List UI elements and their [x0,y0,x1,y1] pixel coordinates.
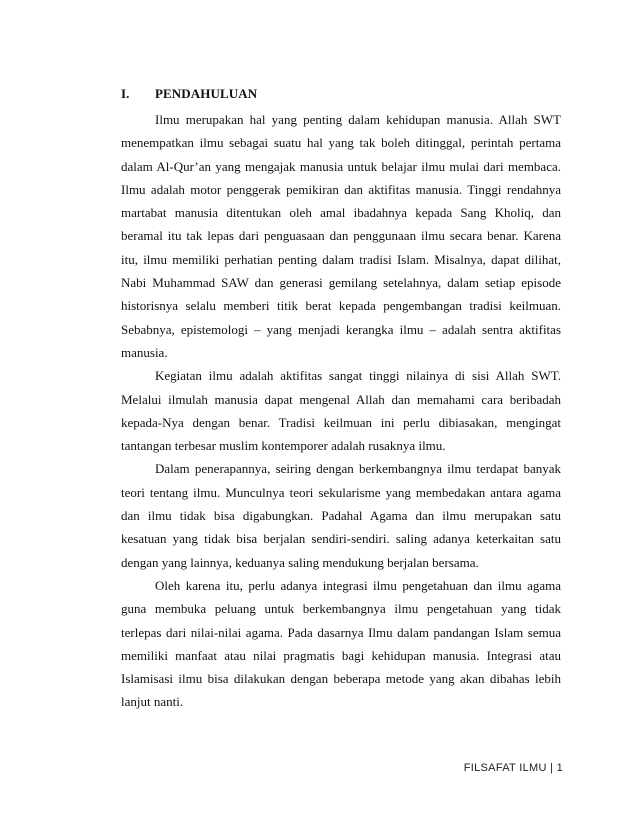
paragraph: Kegiatan ilmu adalah aktifitas sangat tinggi nilainya di sisi Allah SWT. Melalui ilmulah manusia dapat mengenal Allah dan memahami cara beribadah kepada-Nya dengan benar. Tradisi keilmuan ini perlu dibiasakan, mengingat tantangan terbesar muslim kontemporer adalah rusaknya ilmu. [121,368,561,454]
section-heading [121,86,257,102]
section-title: PENDAHULUAN [155,86,258,101]
paragraph: Dalam penerapannya, seiring dengan berkembangnya ilmu terdapat banyak teori tentang ilmu. Munculnya teori sekularisme yang membedakan antara agama dan ilmu tidak bisa digabungkan. Padahal Agama dan ilmu merupakan satu kesatuan yang tidak bisa berjalan sendiri-sendiri. saling adanya keterkaitan satu dengan yang lainnya, keduanya saling mendukung berjalan bersama. [121,461,561,570]
body-text [121,108,561,714]
paragraph: Oleh karena itu, perlu adanya integrasi ilmu pengetahuan dan ilmu agama guna membuka peluang untuk berkembangnya ilmu pengetahuan yang tidak terlepas dari nilai-nilai agama. Pada dasarnya Ilmu dalam pandangan Islam semua memiliki manfaat atau nilai pragmatis bagi kehidupan manusia. Integrasi atau Islamisasi ilmu bisa dilakukan dengan beberapa metode yang akan dibahas lebih lanjut nanti. [121,577,561,710]
page-footer: FILSAFAT ILMU | 1 [463,762,563,774]
paragraph: Ilmu merupakan hal yang penting dalam kehidupan manusia. Allah SWT menempatkan ilmu sebagai suatu hal yang tak boleh ditinggal, perintah pertama dalam Al-Qur’an yang mengajak manusia untuk belajar ilmu mulai dari membaca. Ilmu adalah motor penggerak pemikiran dan aktifitas manusia. Tinggi rendahnya martabat manusia ditentukan oleh amal ibadahnya kepada Sang Kholiq, dan beramal itu tak lepas dari penguasaan dan penggunaan ilmu secara benar. Karena itu, ilmu memiliki perhatian penting dalam tradisi Islam. Misalnya, dapat dilihat, Nabi Muhammad SAW dan generasi gemilang setelahnya, dalam setiap episode historisnya selalu memberi titik berat kepada pengembangan tradisi keilmuan. Sebabnya, epistemologi – yang menjadi kerangka ilmu – adalah sentra aktifitas manusia. [121,112,561,360]
section-number: I. [121,86,130,101]
